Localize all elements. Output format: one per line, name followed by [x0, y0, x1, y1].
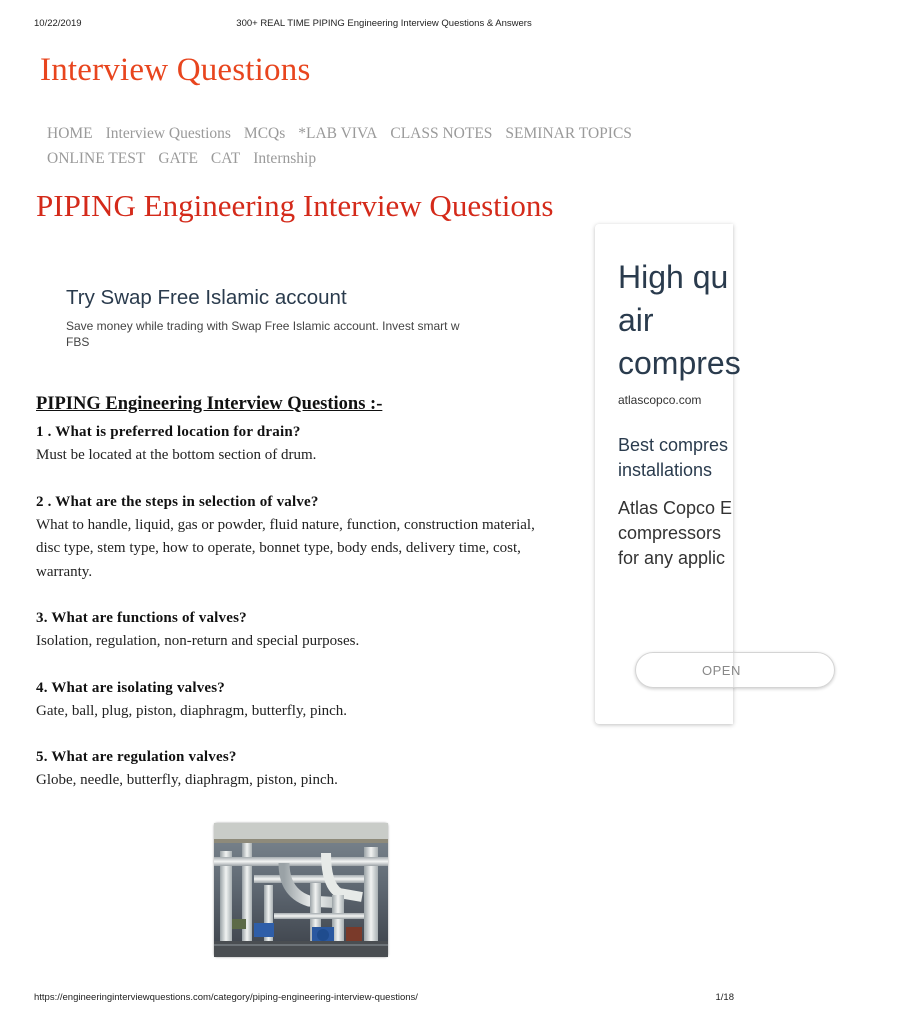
qa-item	[36, 421, 556, 468]
print-footer	[0, 992, 768, 1006]
print-page-number: 1/18	[715, 992, 734, 1003]
ad-banner-left[interactable]	[66, 286, 492, 350]
ad-right-body	[618, 496, 918, 571]
ad-headline[interactable]: Try Swap Free Islamic account	[66, 286, 347, 309]
ad-right-subheading	[618, 433, 918, 483]
ad-right-domain: atlascopco.com	[618, 393, 702, 407]
ad-right-headline-line: compres	[618, 345, 741, 381]
nav-item-internship[interactable]: Internship	[253, 150, 317, 167]
question: 5. What are regulation valves?	[36, 749, 237, 765]
site-title-link[interactable]: Interview Questions	[40, 52, 311, 88]
ad-right-sub-line: Best compres	[618, 435, 729, 455]
answer: Globe, needle, butterfly, diaphragm, piston, pinch.	[36, 772, 338, 788]
nav-item-gate[interactable]: GATE	[158, 150, 198, 167]
question: 4. What are isolating valves?	[36, 679, 226, 696]
ad-advertiser: FBS	[66, 335, 90, 349]
ad-open-button[interactable]: OPEN	[635, 652, 835, 688]
answer: Must be located at the bottom section of drum.	[36, 447, 317, 463]
article-content	[36, 394, 556, 816]
print-header	[0, 18, 768, 32]
ad-right-sub-line: installations	[618, 460, 713, 480]
qa-item	[36, 491, 556, 585]
qa-item	[36, 746, 556, 793]
ad-banner-right[interactable]	[595, 224, 741, 724]
piping-plant-photo	[214, 823, 388, 957]
answer: What to handle, liquid, gas or powder, fluid nature, function, construction material, disc type, stem type, how to operate, bonnet type, body ends, delivery time, cost, warranty.	[36, 516, 535, 580]
print-title: 300+ REAL TIME PIPING Engineering Interview Questions & Answers	[236, 18, 532, 29]
nav-item-lab-viva[interactable]: *LAB VIVA	[298, 125, 378, 142]
qa-item	[36, 677, 556, 724]
ad-description: Save money while trading with Swap Free Islamic account. Invest smart w	[66, 319, 460, 333]
nav-item-mcqs[interactable]: MCQs	[243, 125, 286, 142]
ad-right-headline[interactable]	[618, 256, 918, 385]
answer: Isolation, regulation, non-return and special purposes.	[36, 633, 360, 649]
main-nav	[47, 121, 707, 171]
nav-item-class-notes[interactable]: CLASS NOTES	[390, 125, 493, 142]
ad-right-headline-line: High qu	[618, 259, 729, 295]
ad-right-body-line: Atlas Copco E	[618, 498, 733, 518]
nav-item-interview-questions[interactable]: Interview Questions	[105, 125, 231, 142]
nav-item-home[interactable]: HOME	[47, 125, 93, 142]
ad-right-body-line: for any applic	[618, 548, 726, 568]
question: 1 . What is preferred location for drain?	[36, 424, 301, 440]
nav-item-online-test[interactable]: ONLINE TEST	[47, 150, 146, 167]
answer: Gate, ball, plug, piston, diaphragm, butterfly, pinch.	[36, 702, 348, 719]
qa-item	[36, 607, 556, 654]
print-url: https://engineeringinterviewquestions.com/category/piping-engineering-interview-questions/	[34, 992, 418, 1003]
nav-item-seminar-topics[interactable]: SEMINAR TOPICS	[505, 125, 632, 142]
nav-item-cat[interactable]: CAT	[210, 150, 241, 167]
section-heading: PIPING Engineering Interview Questions :-	[36, 394, 383, 414]
print-date: 10/22/2019	[34, 18, 82, 29]
ad-right-body-line: compressors	[618, 523, 722, 543]
page-title: PIPING Engineering Interview Questions	[36, 188, 554, 223]
ad-right-headline-line: air	[618, 302, 654, 338]
question: 3. What are functions of valves?	[36, 610, 247, 626]
question: 2 . What are the steps in selection of valve?	[36, 493, 319, 510]
